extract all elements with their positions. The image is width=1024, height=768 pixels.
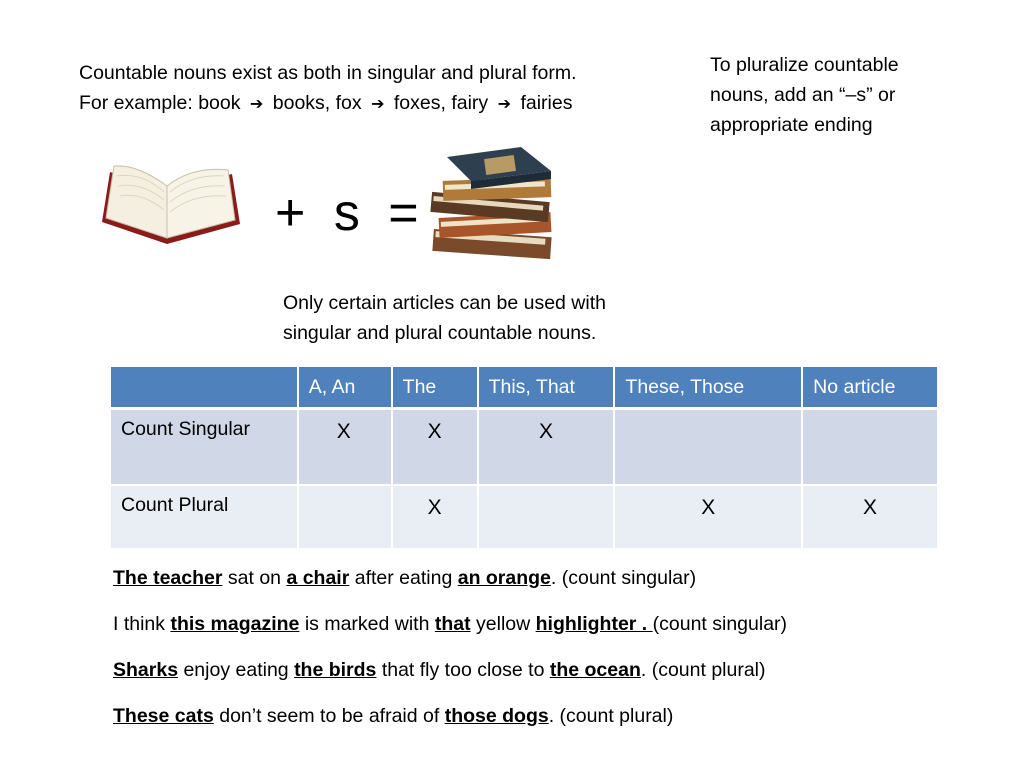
sentence-text: after eating [349,567,458,589]
check-mark [813,418,927,420]
suffix-s: s [333,184,360,242]
check-mark: X [701,496,716,519]
header-these-those: These, Those [614,367,802,409]
underlined-phrase: that [434,613,471,635]
example-sentence [113,703,787,730]
row-label: Count Singular [111,409,298,486]
book-stack-icon [425,145,565,270]
sentence-text: enjoy eating [178,659,295,681]
table-cell [478,485,615,549]
header-no-article: No article [802,367,938,409]
articles-note [283,288,606,348]
underlined-phrase: the birds [294,659,377,681]
example-sentence [113,611,787,638]
pluralize-note: To pluralize countable nouns, add an “–s” or appropriate ending [710,54,899,136]
plural-formula [275,183,419,243]
check-mark [309,494,381,496]
table-cell [614,485,802,549]
check-mark: X [427,420,442,443]
intro-example-foxes-fairy: foxes, fairy [393,92,489,114]
table-cell [802,485,938,549]
sentence-text: I think [113,613,171,635]
right-arrow-icon: ➔ [249,96,264,113]
check-mark [489,494,604,496]
intro-example-fairies: fairies [520,92,573,114]
table-cell [802,409,938,486]
articles-note-line-1: Only certain articles can be used with [283,292,606,314]
table-cell [298,409,392,486]
sentence-text: . (count singular) [550,567,697,589]
intro-line-1: Countable nouns exist as both in singular and plural form. [79,62,577,84]
header-a-an: A, An [298,367,392,409]
right-arrow-icon: ➔ [371,96,385,113]
sentence-text: don’t seem to be afraid of [213,705,445,727]
table-cell [392,485,478,549]
intro-example-label: For example: book [79,92,241,114]
underlined-phrase: this magazine [170,613,300,635]
table-row [111,485,938,549]
table-cell [392,409,478,486]
sentence-text: yellow [470,613,536,635]
table-row [111,409,938,486]
check-mark: X [863,496,878,519]
check-mark [625,418,791,420]
article-usage-table [111,367,939,550]
equals-sign: = [388,184,419,242]
header-the: The [392,367,478,409]
underlined-phrase: highlighter . [535,613,653,635]
example-sentence [113,565,787,592]
sentence-text: that fly too close to [376,659,550,681]
table-cell [478,409,615,486]
sentence-text: . (count plural) [548,705,674,727]
intro-example-books-fox: books, fox [272,92,362,114]
check-mark: X [538,420,553,443]
header-blank [111,367,298,409]
right-arrow-icon: ➔ [497,96,512,113]
underlined-phrase: a chair [286,567,350,589]
example-sentence [113,657,787,684]
row-label: Count Plural [111,485,298,549]
example-sentences [113,565,787,749]
plus-sign: + [275,184,306,242]
open-book-icon [92,152,247,252]
underlined-phrase: These cats [113,705,214,727]
underlined-phrase: Sharks [113,659,179,681]
underlined-phrase: an orange [457,567,551,589]
check-mark: X [336,420,351,443]
header-this-that: This, That [478,367,615,409]
sentence-text: is marked with [299,613,435,635]
articles-note-line-2: singular and plural countable nouns. [283,322,597,344]
underlined-phrase: The teacher [113,567,223,589]
underlined-phrase: the ocean [549,659,641,681]
check-mark: X [427,496,442,519]
sentence-text: . (count plural) [640,659,766,681]
table-cell [614,409,802,486]
table-cell [298,485,392,549]
intro-text [79,58,577,120]
sentence-text: (count singular) [652,613,788,635]
intro-line-2 [79,88,577,120]
sentence-text: sat on [222,567,287,589]
underlined-phrase: those dogs [444,705,549,727]
table-header-row [111,367,938,409]
